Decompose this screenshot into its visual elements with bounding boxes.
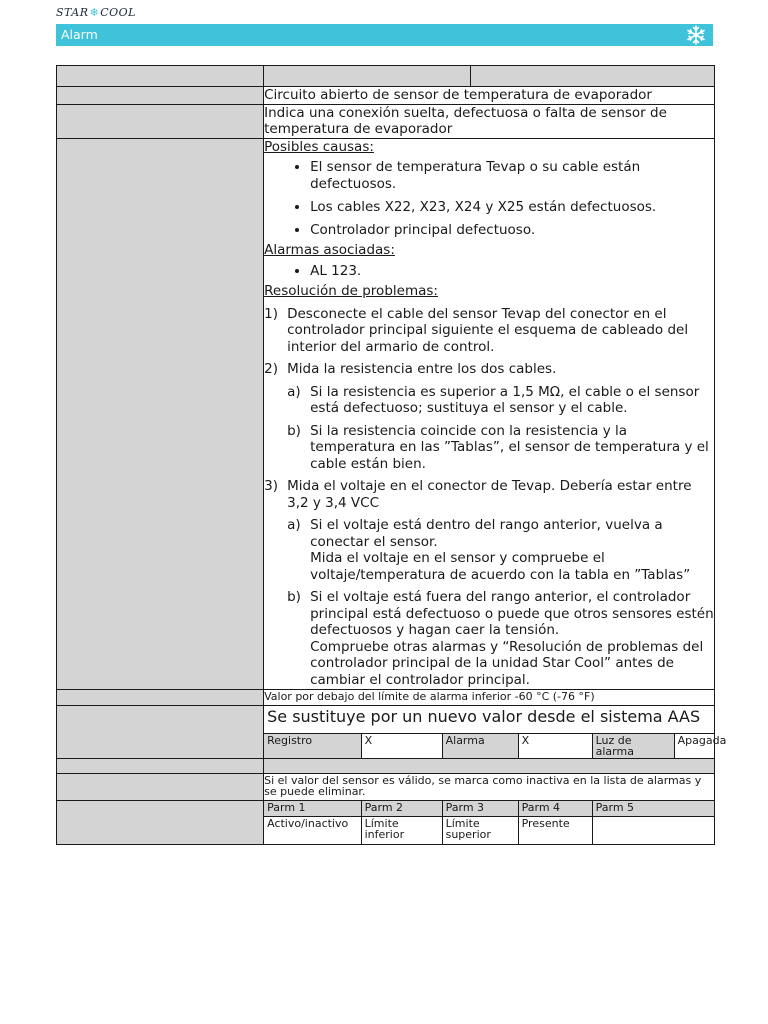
label-cell bbox=[57, 87, 264, 105]
troubleshooting-heading: Resolución de problemas: bbox=[264, 283, 438, 299]
table-row bbox=[57, 773, 715, 800]
header-bar bbox=[56, 24, 713, 46]
substep-item bbox=[287, 517, 714, 583]
label-cell bbox=[57, 138, 264, 690]
causes-list bbox=[264, 159, 714, 238]
step-text: Mida el voltaje en el conector de Tevap. Debería estar entre 3,2 y 3,4 VCC bbox=[287, 478, 692, 511]
table-row bbox=[57, 138, 715, 690]
list-item: • El sensor de temperatura Tevap o su cable están defectuosos. bbox=[310, 159, 714, 192]
parm-header: Parm 1 bbox=[264, 801, 361, 817]
step-number: 1) bbox=[264, 305, 278, 322]
related-heading: Alarmas asociadas: bbox=[264, 242, 395, 258]
parm-value: Límite superior bbox=[442, 817, 518, 845]
parms-table bbox=[264, 801, 714, 846]
parm-header: Parm 4 bbox=[518, 801, 592, 817]
table-row bbox=[57, 104, 715, 138]
alarm-reset: Si el valor del sensor es válido, se marca como inactiva en la lista de alarmas y se puede eliminar. bbox=[264, 773, 715, 800]
step-text: Mida la resistencia entre los dos cables. bbox=[287, 361, 557, 377]
star-cool-logo bbox=[56, 6, 136, 22]
snowflake-icon bbox=[679, 24, 713, 46]
troubleshooting-cell bbox=[264, 138, 715, 690]
parms-cell bbox=[264, 800, 715, 845]
list-item: • Controlador principal defectuoso. bbox=[310, 222, 714, 239]
substep-text: Compruebe otras alarmas y “Resolución de problemas del controlador principal de la unidad Star Cool” antes de cambiar el controlador principal. bbox=[310, 638, 704, 688]
substep-text: Si el voltaje está dentro del rango anterior, vuelva a conectar el sensor. bbox=[310, 517, 663, 550]
substep-letter: a) bbox=[287, 383, 301, 400]
table-row bbox=[57, 705, 715, 758]
luz-label: Luz de alarma bbox=[592, 733, 674, 758]
label-cell bbox=[57, 758, 264, 773]
list-item: • Los cables X22, X23, X24 y X25 están defectuosos. bbox=[310, 199, 714, 216]
table-row bbox=[57, 800, 715, 845]
list-item: • AL 123. bbox=[310, 263, 714, 280]
parm-header: Parm 5 bbox=[592, 801, 714, 817]
step-number: 3) bbox=[264, 478, 278, 494]
related-list bbox=[264, 263, 714, 280]
alarm-table bbox=[56, 65, 727, 845]
table-row bbox=[57, 758, 715, 773]
registro-value: X bbox=[361, 733, 442, 758]
substep-text: Si la resistencia coincide con la resistencia y la temperatura en las ”Tablas”, el sensor de temperatura y el cable están bien. bbox=[310, 422, 709, 472]
substep-letter: a) bbox=[287, 517, 301, 533]
alarma-value: X bbox=[518, 733, 592, 758]
parm-value: Activo/inactivo bbox=[264, 817, 361, 845]
table-row bbox=[264, 801, 714, 817]
substep-letter: b) bbox=[287, 589, 301, 605]
parm-header: Parm 2 bbox=[361, 801, 442, 817]
label-cell bbox=[264, 66, 471, 87]
substep-text: Si el voltaje está fuera del rango anterior, el controlador principal está defectuoso o puede que otros sensores estén defectuosos y hagan caer la tensión. bbox=[310, 589, 714, 638]
label-cell bbox=[57, 104, 264, 138]
alarm-name: Circuito abierto de sensor de temperatura de evaporador bbox=[264, 87, 715, 105]
label-cell bbox=[471, 66, 715, 87]
label-cell bbox=[264, 758, 715, 773]
registro-label: Registro bbox=[264, 733, 361, 758]
alarma-label: Alarma bbox=[442, 733, 518, 758]
step-number: 2) bbox=[264, 361, 278, 377]
logo-text-left: STAR bbox=[56, 6, 89, 19]
label-cell bbox=[57, 690, 264, 706]
label-cell bbox=[57, 66, 264, 87]
causes-heading: Posibles causas: bbox=[264, 138, 374, 155]
table-row bbox=[264, 733, 714, 758]
table-row bbox=[264, 817, 714, 845]
parm-value bbox=[592, 817, 714, 845]
substep-letter: b) bbox=[287, 422, 301, 439]
luz-value: Apagada bbox=[674, 733, 714, 758]
substep-item bbox=[287, 589, 714, 688]
label-cell bbox=[57, 773, 264, 800]
substep-text: Mida el voltaje en el sensor y compruebe el voltaje/temperatura de acuerdo con la tabla en ”Tablas” bbox=[310, 550, 691, 583]
logo-text-right: COOL bbox=[100, 6, 136, 19]
flags-table bbox=[264, 733, 727, 759]
step-text: Desconecte el cable del sensor Tevap del conector en el controlador principal siguiente el esquema de cableado del interior del armario de control. bbox=[287, 305, 689, 355]
snowflake-icon: ❄ bbox=[89, 6, 100, 19]
parm-value: Límite inferior bbox=[361, 817, 442, 845]
label-cell bbox=[57, 705, 264, 758]
parm-value: Presente bbox=[518, 817, 592, 845]
action-cell bbox=[264, 705, 727, 758]
parm-header: Parm 3 bbox=[442, 801, 518, 817]
label-cell bbox=[57, 800, 264, 845]
alarm-action: Se sustituye por un nuevo valor desde el sistema AAS bbox=[267, 706, 701, 726]
table-row bbox=[57, 87, 715, 105]
alarm-description: Indica una conexión suelta, defectuosa o falta de sensor de temperatura de evaporador bbox=[264, 104, 715, 138]
step-item bbox=[264, 361, 714, 472]
substep-text: Si la resistencia es superior a 1,5 MΩ, el cable o el sensor está defectuoso; sustituya el sensor y el cable. bbox=[310, 383, 700, 416]
step-item bbox=[264, 478, 714, 688]
alarm-trigger: Valor por debajo del límite de alarma inferior -60 °C (-76 °F) bbox=[264, 690, 715, 706]
table-row bbox=[57, 690, 715, 706]
substep-item bbox=[287, 423, 714, 473]
substep-item bbox=[287, 384, 714, 417]
page-title: Alarm bbox=[61, 27, 98, 42]
table-row bbox=[57, 66, 715, 87]
step-item bbox=[264, 306, 714, 356]
